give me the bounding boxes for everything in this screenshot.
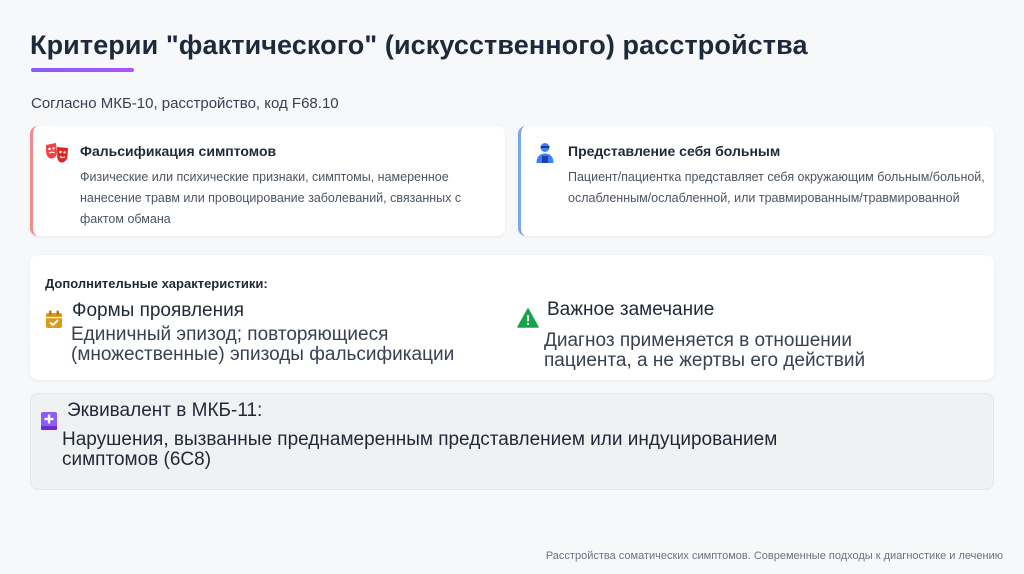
slide-subtitle: Согласно МКБ-10, расстройство, код F68.10 [31, 95, 339, 112]
icd11-title: Эквивалент в МКБ-11: [67, 400, 263, 421]
title-underline [31, 68, 134, 72]
icd11-text: Нарушения, вызванные преднамеренным представлением или индуцированием симптомов (6C8) [62, 429, 778, 470]
forms-title: Формы проявления [72, 300, 244, 321]
card-heading: Представление себя больным [568, 143, 781, 159]
theater-masks-icon [45, 142, 69, 164]
card-heading: Фальсификация симптомов [80, 143, 277, 159]
forms-text: Единичный эпизод; повторяющиеся (множественные) эпизоды фальсификации [71, 324, 455, 365]
note-title: Важное замечание [547, 299, 715, 320]
note-text: Диагноз применяется в отношении пациента, а не жертвы его действий [544, 330, 866, 371]
slide-title: Критерии "фактического" (искусственного) расстройства [30, 30, 808, 60]
warning-triangle-icon [517, 308, 539, 328]
slide-footer: Расстройства соматических симптомов. Современные подходы к диагностике и лечению [545, 550, 1003, 562]
calendar-icon [45, 310, 63, 329]
card-text: Пациент/пациентка представляет себя окружающим больным/больной, ослабленным/ослабленной, или травмированным/травмированной [568, 170, 985, 205]
additional-heading: Дополнительные характеристики: [45, 276, 268, 291]
medical-book-icon [40, 411, 58, 431]
icd11-equivalent-panel [30, 393, 994, 490]
user-injured-icon [533, 142, 557, 164]
card-text: Физические или психические признаки, симптомы, намеренное нанесение травм или провоцирование заболеваний, связанных с фактом обмана [80, 170, 462, 226]
falsification-card [30, 126, 505, 236]
additional-characteristics-panel [30, 255, 994, 380]
presenting-ill-card [518, 126, 994, 236]
